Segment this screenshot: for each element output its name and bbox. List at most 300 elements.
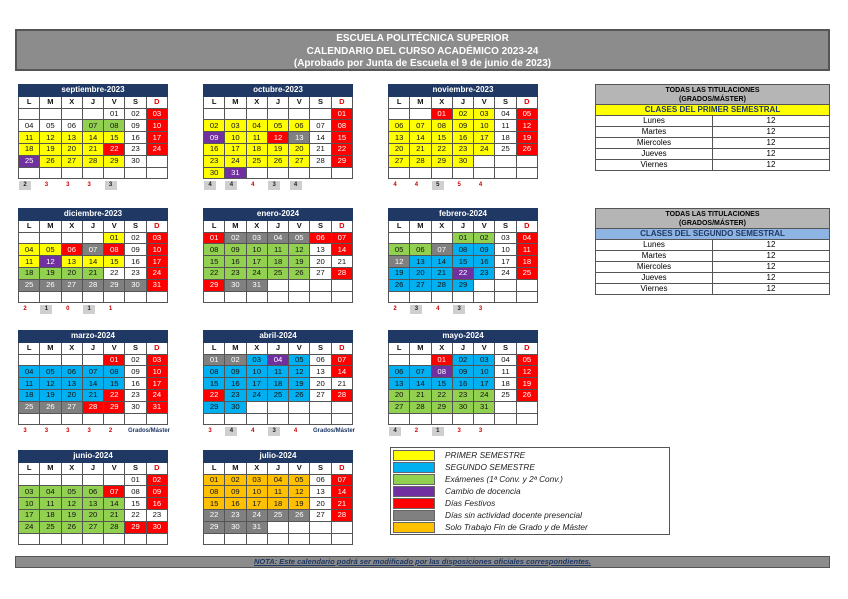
day-cell (331, 413, 352, 425)
day-cell: 04 (40, 486, 61, 498)
day-cell: 02 (452, 354, 473, 366)
legend-label: Exámenes (1ª Conv. y 2ª Conv.) (445, 474, 563, 484)
legend-swatch (393, 462, 435, 473)
day-cell: 09 (225, 366, 246, 378)
day-cell: 13 (310, 244, 331, 256)
day-cell (267, 108, 288, 120)
day-cell: 05 (267, 120, 288, 132)
month-title: mayo-2024 (389, 331, 538, 343)
day-cell: 07 (82, 366, 103, 378)
day-cell (19, 354, 40, 366)
count-value: 3 (478, 306, 483, 312)
weekday-header: L (204, 462, 225, 474)
day-cell: 16 (225, 378, 246, 390)
day-cell (40, 354, 61, 366)
month-calendar (388, 84, 538, 179)
day-cell: 19 (40, 389, 61, 401)
day-cell: 26 (40, 155, 61, 167)
day-cell: 14 (431, 256, 452, 268)
day-cell: 11 (19, 378, 40, 390)
day-cell: 29 (104, 401, 125, 413)
day-cell: 30 (225, 401, 246, 413)
day-cell: 23 (225, 509, 246, 521)
weekday-header: V (104, 220, 125, 232)
day-cell (474, 279, 495, 291)
count-value: 3 (453, 305, 465, 314)
day-cell: 22 (125, 509, 146, 521)
count-value: 3 (44, 428, 49, 434)
day-cell (389, 167, 410, 179)
day-cell (289, 167, 310, 179)
day-cell (225, 413, 246, 425)
day-cell (410, 291, 431, 303)
weekday-header: D (516, 342, 537, 354)
day-cell: 25 (495, 143, 516, 155)
day-cell: 24 (246, 509, 267, 521)
day-cell (310, 279, 331, 291)
day-cell: 14 (331, 486, 352, 498)
day-cell: 24 (146, 389, 167, 401)
weekday-header: L (389, 220, 410, 232)
day-cell: 03 (495, 232, 516, 244)
weekday-label: Martes (596, 127, 713, 138)
day-cell: 04 (19, 244, 40, 256)
day-cell: 19 (389, 267, 410, 279)
count-value: 3 (66, 182, 70, 188)
day-cell (246, 291, 267, 303)
day-cell: 03 (146, 108, 167, 120)
count-value: 3 (268, 181, 280, 190)
class-count: 12 (713, 149, 830, 160)
day-cell: 18 (246, 143, 267, 155)
day-cell: 30 (125, 401, 146, 413)
day-cell: 22 (331, 143, 352, 155)
day-cell: 06 (61, 366, 82, 378)
count-value: 4 (293, 428, 298, 434)
day-cell (146, 413, 167, 425)
day-cell: 22 (452, 267, 473, 279)
day-cell: 22 (431, 143, 452, 155)
count-value: 1 (40, 305, 52, 314)
day-cell: 26 (289, 509, 310, 521)
day-cell: 03 (246, 354, 267, 366)
day-cell: 07 (331, 474, 352, 486)
day-cell: 13 (61, 256, 82, 268)
day-cell (310, 167, 331, 179)
day-cell: 07 (82, 120, 103, 132)
day-cell: 04 (495, 108, 516, 120)
weekday-header: D (146, 220, 167, 232)
day-cell: 17 (474, 132, 495, 144)
weekday-header: J (452, 342, 473, 354)
day-cell: 25 (267, 267, 288, 279)
day-cell (389, 232, 410, 244)
titulaciones-table-sem2 (595, 208, 830, 295)
day-cell: 29 (104, 155, 125, 167)
day-cell: 15 (452, 256, 473, 268)
weekday-label: Viernes (596, 284, 713, 295)
count-value: 4 (436, 306, 440, 312)
day-cell: 22 (204, 389, 225, 401)
day-cell: 27 (61, 279, 82, 291)
day-cell (495, 167, 516, 179)
weekday-header: L (389, 96, 410, 108)
day-cell: 06 (61, 120, 82, 132)
weekday-header: D (516, 220, 537, 232)
day-cell: 16 (225, 498, 246, 510)
day-cell: 26 (40, 279, 61, 291)
day-cell (82, 413, 103, 425)
day-cell: 20 (389, 389, 410, 401)
class-count: 12 (713, 160, 830, 171)
day-cell: 21 (82, 389, 103, 401)
day-cell (474, 291, 495, 303)
day-cell: 11 (267, 366, 288, 378)
day-cell: 28 (104, 521, 125, 533)
day-cell (246, 108, 267, 120)
titulaciones-table-sem1 (595, 84, 830, 171)
month-calendar (18, 208, 168, 303)
day-cell: 04 (267, 354, 288, 366)
legend-swatch (393, 522, 435, 533)
day-cell: 12 (289, 366, 310, 378)
weekday-header: X (431, 96, 452, 108)
day-cell: 29 (204, 279, 225, 291)
day-cell: 01 (104, 108, 125, 120)
day-cell (82, 108, 103, 120)
day-cell: 31 (246, 279, 267, 291)
day-cell: 19 (516, 132, 537, 144)
day-cell: 11 (267, 244, 288, 256)
day-cell (516, 155, 537, 167)
day-cell (246, 533, 267, 545)
day-cell (389, 108, 410, 120)
weekday-header: V (474, 220, 495, 232)
day-cell: 30 (125, 279, 146, 291)
day-cell: 16 (125, 378, 146, 390)
weekday-label: Miercoles (596, 138, 713, 149)
day-cell: 22 (104, 143, 125, 155)
day-cell: 20 (389, 143, 410, 155)
day-cell: 17 (495, 256, 516, 268)
day-cell: 08 (104, 244, 125, 256)
day-cell: 05 (516, 108, 537, 120)
day-cell: 21 (104, 509, 125, 521)
day-cell: 16 (452, 378, 473, 390)
count-value: 2 (393, 306, 397, 312)
calendar-header (15, 29, 830, 71)
day-cell: 09 (204, 132, 225, 144)
day-cell: 25 (516, 267, 537, 279)
day-cell (61, 413, 82, 425)
day-cell: 13 (61, 378, 82, 390)
day-cell: 15 (204, 378, 225, 390)
day-cell: 02 (125, 232, 146, 244)
day-cell (495, 401, 516, 413)
day-cell (125, 291, 146, 303)
day-cell: 25 (19, 155, 40, 167)
weekday-header: V (289, 462, 310, 474)
month-title: marzo-2024 (19, 331, 168, 343)
day-cell: 08 (431, 120, 452, 132)
day-cell: 05 (40, 366, 61, 378)
weekday-header: D (331, 342, 352, 354)
day-cell: 01 (204, 232, 225, 244)
semester-label: CLASES DEL SEGUNDO SEMESTRAL (596, 229, 830, 240)
day-cell: 05 (40, 120, 61, 132)
weekday-header: S (495, 342, 516, 354)
day-cell: 02 (204, 120, 225, 132)
weekday-header: X (246, 96, 267, 108)
legend (390, 447, 670, 535)
weekday-header: M (225, 220, 246, 232)
weekday-header: V (104, 462, 125, 474)
day-cell: 11 (516, 244, 537, 256)
weekday-label: Jueves (596, 149, 713, 160)
count-value: 4 (251, 182, 255, 188)
day-cell: 04 (246, 120, 267, 132)
month-calendar (18, 450, 168, 545)
day-cell: 10 (146, 366, 167, 378)
day-cell (431, 291, 452, 303)
day-cell: 04 (19, 120, 40, 132)
day-cell: 12 (40, 256, 61, 268)
legend-item (393, 510, 669, 521)
day-cell: 01 (204, 354, 225, 366)
day-cell (225, 108, 246, 120)
day-cell (267, 291, 288, 303)
day-cell: 29 (331, 155, 352, 167)
count-value: 3 (23, 428, 27, 434)
count-value: 3 (268, 427, 280, 436)
day-cell (104, 474, 125, 486)
day-cell: 21 (410, 389, 431, 401)
class-count: 12 (713, 284, 830, 295)
day-cell: 26 (289, 267, 310, 279)
day-cell (289, 279, 310, 291)
month-calendar (18, 330, 168, 425)
weekday-header: M (410, 96, 431, 108)
day-cell: 21 (310, 143, 331, 155)
day-cell: 02 (125, 108, 146, 120)
day-cell (289, 521, 310, 533)
day-cell (104, 413, 125, 425)
count-value: 4 (225, 181, 237, 190)
day-cell: 19 (267, 143, 288, 155)
day-cell: 08 (204, 244, 225, 256)
day-cell (225, 291, 246, 303)
weekday-header: L (204, 342, 225, 354)
day-cell (410, 413, 431, 425)
day-cell: 02 (225, 354, 246, 366)
weekday-header: X (431, 342, 452, 354)
day-cell (516, 291, 537, 303)
day-cell (410, 167, 431, 179)
class-count: 12 (713, 273, 830, 284)
weekday-counts (18, 305, 198, 315)
count-value: 4 (251, 428, 255, 434)
day-cell: 04 (516, 232, 537, 244)
count-value: 4 (478, 182, 483, 188)
day-cell: 10 (246, 486, 267, 498)
day-cell: 23 (125, 143, 146, 155)
day-cell: 28 (410, 155, 431, 167)
day-cell (40, 232, 61, 244)
day-cell: 03 (246, 232, 267, 244)
day-cell: 10 (474, 366, 495, 378)
day-cell: 20 (82, 509, 103, 521)
day-cell: 16 (146, 498, 167, 510)
legend-label: Solo Trabajo Fin de Grado y de Máster (445, 522, 588, 532)
weekday-header: J (267, 342, 288, 354)
day-cell (389, 291, 410, 303)
day-cell (61, 474, 82, 486)
day-cell: 31 (474, 401, 495, 413)
day-cell: 29 (204, 521, 225, 533)
day-cell: 05 (61, 486, 82, 498)
day-cell (40, 413, 61, 425)
day-cell (40, 108, 61, 120)
day-cell: 30 (452, 401, 473, 413)
day-cell: 15 (204, 498, 225, 510)
day-cell: 08 (431, 366, 452, 378)
day-cell: 24 (246, 389, 267, 401)
day-cell: 10 (246, 244, 267, 256)
day-cell: 30 (225, 521, 246, 533)
legend-item (393, 462, 669, 473)
legend-swatch (393, 486, 435, 497)
day-cell: 22 (104, 267, 125, 279)
day-cell: 03 (246, 474, 267, 486)
month-title: junio-2024 (19, 451, 168, 463)
day-cell: 22 (204, 267, 225, 279)
day-cell (204, 533, 225, 545)
day-cell: 01 (125, 474, 146, 486)
weekday-header: J (82, 96, 103, 108)
day-cell: 12 (40, 132, 61, 144)
day-cell: 01 (104, 232, 125, 244)
day-cell (40, 291, 61, 303)
day-cell: 09 (452, 120, 473, 132)
weekday-header: X (246, 462, 267, 474)
day-cell: 23 (146, 509, 167, 521)
day-cell: 26 (516, 143, 537, 155)
approval-subtitle: (Aprobado por Junta de Escuela el 9 de junio de 2023) (293, 58, 552, 69)
day-cell: 10 (146, 120, 167, 132)
weekday-header: V (289, 342, 310, 354)
day-cell: 09 (452, 366, 473, 378)
day-cell: 12 (267, 132, 288, 144)
day-cell: 27 (410, 279, 431, 291)
day-cell: 08 (125, 486, 146, 498)
legend-item (393, 474, 669, 485)
weekday-header: J (82, 342, 103, 354)
class-count: 12 (713, 138, 830, 149)
day-cell: 04 (267, 474, 288, 486)
class-count: 12 (713, 116, 830, 127)
day-cell (61, 232, 82, 244)
weekday-header: M (410, 342, 431, 354)
day-cell: 18 (495, 378, 516, 390)
day-cell (289, 291, 310, 303)
month-calendar (203, 330, 353, 425)
day-cell (104, 167, 125, 179)
day-cell: 15 (331, 132, 352, 144)
weekday-header: L (19, 96, 40, 108)
legend-label: PRIMER SEMESTRE (445, 450, 526, 460)
day-cell: 06 (310, 474, 331, 486)
day-cell: 11 (246, 132, 267, 144)
day-cell: 29 (431, 401, 452, 413)
semester-label: CLASES DEL PRIMER SEMESTRAL (596, 105, 830, 116)
day-cell (452, 413, 473, 425)
day-cell: 26 (516, 389, 537, 401)
day-cell: 28 (82, 401, 103, 413)
day-cell: 15 (125, 498, 146, 510)
weekday-counts (18, 181, 198, 191)
day-cell: 09 (146, 486, 167, 498)
day-cell: 23 (125, 389, 146, 401)
day-cell: 14 (331, 366, 352, 378)
day-cell: 23 (225, 389, 246, 401)
day-cell: 24 (246, 267, 267, 279)
day-cell (474, 167, 495, 179)
weekday-header: J (452, 96, 473, 108)
footer-note: NOTA: Este calendario podrá ser modificado por las disposiciones oficiales correspondientes. (15, 556, 830, 568)
day-cell (82, 291, 103, 303)
day-cell (289, 108, 310, 120)
day-cell: 15 (431, 378, 452, 390)
day-cell: 14 (331, 244, 352, 256)
weekday-header: J (267, 220, 288, 232)
day-cell: 16 (204, 143, 225, 155)
day-cell: 28 (82, 279, 103, 291)
day-cell (331, 533, 352, 545)
count-value: 3 (457, 428, 461, 434)
day-cell (267, 533, 288, 545)
day-cell: 06 (389, 120, 410, 132)
day-cell: 01 (431, 354, 452, 366)
day-cell: 07 (331, 232, 352, 244)
day-cell (310, 108, 331, 120)
weekday-header: M (225, 462, 246, 474)
weekday-header: D (331, 96, 352, 108)
day-cell: 18 (267, 498, 288, 510)
day-cell: 30 (225, 279, 246, 291)
day-cell (310, 533, 331, 545)
legend-swatch (393, 450, 435, 461)
day-cell (225, 533, 246, 545)
day-cell: 05 (289, 232, 310, 244)
day-cell: 06 (310, 232, 331, 244)
day-cell: 05 (40, 244, 61, 256)
day-cell: 07 (331, 354, 352, 366)
weekday-counts (388, 305, 568, 315)
day-cell: 27 (82, 521, 103, 533)
day-cell (474, 413, 495, 425)
day-cell (82, 474, 103, 486)
day-cell (19, 291, 40, 303)
day-cell: 08 (104, 366, 125, 378)
day-cell: 17 (146, 378, 167, 390)
weekday-header: L (19, 462, 40, 474)
day-cell: 11 (19, 256, 40, 268)
legend-item (393, 486, 669, 497)
day-cell: 12 (289, 244, 310, 256)
day-cell: 15 (104, 378, 125, 390)
month-title: abril-2024 (204, 331, 353, 343)
day-cell (61, 354, 82, 366)
